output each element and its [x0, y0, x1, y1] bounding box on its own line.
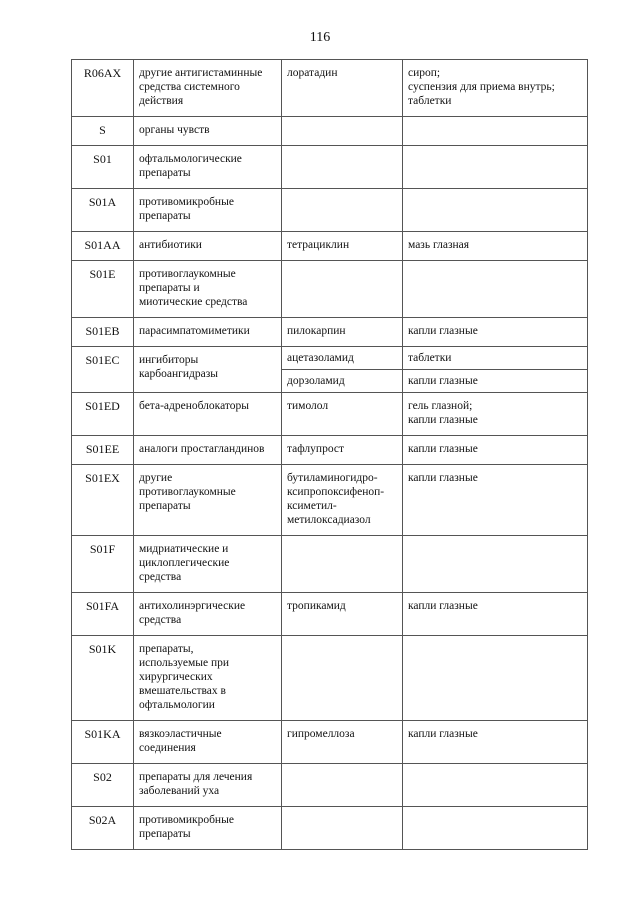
- atc-code-cell: S: [72, 117, 134, 146]
- dosage-form-cell: [403, 318, 588, 347]
- drug-name-cell-line: дорзоламид: [287, 375, 345, 387]
- group-name-cell-line: другие: [139, 472, 173, 484]
- group-name-cell-line: другие антигистаминные: [139, 67, 263, 79]
- group-name-cell-line: парасимпатомиметики: [139, 325, 250, 337]
- dosage-form-cell: [403, 232, 588, 261]
- group-name-cell: [134, 393, 282, 436]
- dosage-form-cell: [403, 764, 588, 807]
- drug-name-cell: [282, 436, 403, 465]
- dosage-form-cell: [403, 393, 588, 436]
- group-name-cell-line: заболеваний уха: [139, 785, 220, 797]
- group-name-cell-line: соединения: [139, 742, 196, 754]
- group-name-cell-line: вязкоэластичные: [139, 728, 222, 740]
- group-name-cell: [134, 60, 282, 117]
- table-row: [72, 721, 588, 764]
- atc-code-cell: S01EX: [72, 465, 134, 536]
- group-name-cell-line: противомикробные: [139, 814, 234, 826]
- dosage-form-cell-line: таблетки: [408, 95, 452, 107]
- group-name-cell: [134, 117, 282, 146]
- atc-code-cell: S02A: [72, 807, 134, 850]
- group-name-cell: [134, 636, 282, 721]
- table-row: [72, 347, 588, 370]
- group-name-cell-line: препараты для лечения: [139, 771, 253, 783]
- group-name-cell-line: противоглаукомные: [139, 268, 236, 280]
- dosage-form-cell-line: капли глазные: [408, 414, 478, 426]
- table-body: [72, 60, 588, 850]
- group-name-cell-line: офтальмологические: [139, 153, 242, 165]
- dosage-form-cell-line: капли глазные: [408, 375, 478, 387]
- group-name-cell-line: аналоги простагландинов: [139, 443, 265, 455]
- atc-code-cell: S01EE: [72, 436, 134, 465]
- group-name-cell-line: препараты: [139, 210, 191, 222]
- dosage-form-cell-line: сироп;: [408, 67, 441, 79]
- drug-name-cell-line: ксипропоксифеноп-: [287, 486, 385, 498]
- group-name-cell: [134, 436, 282, 465]
- table-row: [72, 465, 588, 536]
- dosage-form-cell: [403, 436, 588, 465]
- group-name-cell: [134, 536, 282, 593]
- drug-name-cell-line: тетрациклин: [287, 239, 350, 251]
- atc-code-cell: S02: [72, 764, 134, 807]
- drug-name-cell: [282, 764, 403, 807]
- table-row: [72, 436, 588, 465]
- group-name-cell: [134, 721, 282, 764]
- drug-name-cell: [282, 146, 403, 189]
- drug-name-cell: [282, 347, 403, 370]
- group-name-cell-line: противоглаукомные: [139, 486, 236, 498]
- drug-name-cell-line: ксиметил-: [287, 500, 337, 512]
- drug-name-cell-line: пилокарпин: [287, 325, 346, 337]
- group-name-cell-line: действия: [139, 95, 184, 107]
- drug-name-cell-line: гипромеллоза: [287, 728, 355, 740]
- drug-name-cell-line: тимолол: [287, 400, 329, 412]
- table-row: [72, 764, 588, 807]
- group-name-cell-line: антибиотики: [139, 239, 202, 251]
- dosage-form-cell: [403, 465, 588, 536]
- drug-name-cell: [282, 189, 403, 232]
- atc-code-cell: S01K: [72, 636, 134, 721]
- drug-name-cell: [282, 370, 403, 393]
- group-name-cell: [134, 764, 282, 807]
- table-row: [72, 232, 588, 261]
- drug-name-cell-line: бутиламиногидро-: [287, 472, 378, 484]
- group-name-cell: [134, 261, 282, 318]
- group-name-cell-line: органы чувств: [139, 124, 210, 136]
- group-name-cell-line: препараты,: [139, 643, 194, 655]
- table-row: [72, 393, 588, 436]
- drug-name-cell: [282, 721, 403, 764]
- group-name-cell-line: бета-адреноблокаторы: [139, 400, 249, 412]
- dosage-form-cell-line: капли глазные: [408, 728, 478, 740]
- group-name-cell-line: противомикробные: [139, 196, 234, 208]
- table-row: [72, 318, 588, 347]
- dosage-form-cell: [403, 261, 588, 318]
- dosage-form-cell-line: капли глазные: [408, 472, 478, 484]
- atc-code-cell: S01E: [72, 261, 134, 318]
- group-name-cell-line: офтальмологии: [139, 699, 215, 711]
- table-row: [72, 593, 588, 636]
- dosage-form-cell-line: капли глазные: [408, 600, 478, 612]
- group-name-cell-line: вмешательствах в: [139, 685, 226, 697]
- atc-code-cell: S01FA: [72, 593, 134, 636]
- group-name-cell: [134, 347, 282, 393]
- group-name-cell: [134, 465, 282, 536]
- group-name-cell: [134, 189, 282, 232]
- group-name-cell-line: средства системного: [139, 81, 240, 93]
- drug-name-cell-line: лоратадин: [287, 67, 338, 79]
- dosage-form-cell: [403, 593, 588, 636]
- atc-code-cell: S01EC: [72, 347, 134, 393]
- group-name-cell-line: мидриатические и: [139, 543, 229, 555]
- group-name-cell: [134, 146, 282, 189]
- group-name-cell: [134, 318, 282, 347]
- table-row: [72, 807, 588, 850]
- drug-name-cell-line: ацетазоламид: [287, 352, 354, 364]
- atc-code-cell: S01EB: [72, 318, 134, 347]
- table-row: [72, 189, 588, 232]
- drug-name-cell: [282, 807, 403, 850]
- group-name-cell: [134, 807, 282, 850]
- group-name-cell-line: средства: [139, 614, 182, 626]
- drug-name-cell: [282, 60, 403, 117]
- drug-name-cell: [282, 536, 403, 593]
- group-name-cell-line: миотические средства: [139, 296, 248, 308]
- drug-name-cell-line: тропикамид: [287, 600, 346, 612]
- group-name-cell-line: хирургических: [139, 671, 213, 683]
- atc-code-cell: S01F: [72, 536, 134, 593]
- group-name-cell-line: циклоплегические: [139, 557, 230, 569]
- dosage-form-cell: [403, 370, 588, 393]
- group-name-cell-line: ингибиторы: [139, 354, 199, 366]
- atc-code-cell: S01ED: [72, 393, 134, 436]
- table-row: [72, 117, 588, 146]
- drug-name-cell: [282, 393, 403, 436]
- table-row: [72, 60, 588, 117]
- dosage-form-cell: [403, 146, 588, 189]
- drug-name-cell: [282, 318, 403, 347]
- dosage-form-cell: [403, 721, 588, 764]
- drug-name-cell-line: тафлупрост: [287, 443, 344, 455]
- group-name-cell-line: препараты: [139, 167, 191, 179]
- dosage-form-cell: [403, 636, 588, 721]
- group-name-cell: [134, 593, 282, 636]
- dosage-form-cell: [403, 347, 588, 370]
- dosage-form-cell: [403, 60, 588, 117]
- dosage-form-cell-line: капли глазные: [408, 443, 478, 455]
- atc-code-cell: S01KA: [72, 721, 134, 764]
- dosage-form-cell: [403, 117, 588, 146]
- group-name-cell: [134, 232, 282, 261]
- group-name-cell-line: средства: [139, 571, 182, 583]
- dosage-form-cell: [403, 536, 588, 593]
- dosage-form-cell-line: капли глазные: [408, 325, 478, 337]
- dosage-form-cell-line: мазь глазная: [408, 239, 470, 251]
- table-row: [72, 636, 588, 721]
- dosage-form-cell-line: суспензия для приема внутрь;: [408, 81, 555, 93]
- table-row: [72, 536, 588, 593]
- dosage-form-cell: [403, 189, 588, 232]
- dosage-form-cell-line: таблетки: [408, 352, 452, 364]
- group-name-cell-line: карбоангидразы: [139, 368, 218, 380]
- drug-classification-table: [71, 59, 588, 850]
- atc-code-cell: S01AA: [72, 232, 134, 261]
- atc-code-cell: S01A: [72, 189, 134, 232]
- atc-code-cell: S01: [72, 146, 134, 189]
- group-name-cell-line: препараты и: [139, 282, 200, 294]
- drug-name-cell: [282, 232, 403, 261]
- table-row: [72, 261, 588, 318]
- drug-name-cell-line: метилоксадиазол: [287, 514, 371, 526]
- drug-name-cell: [282, 465, 403, 536]
- group-name-cell-line: препараты: [139, 828, 191, 840]
- group-name-cell-line: препараты: [139, 500, 191, 512]
- page-number: 116: [309, 30, 331, 45]
- atc-code-cell: R06AX: [72, 60, 134, 117]
- drug-name-cell: [282, 117, 403, 146]
- table-row: [72, 146, 588, 189]
- drug-name-cell: [282, 593, 403, 636]
- group-name-cell-line: используемые при: [139, 657, 230, 669]
- drug-name-cell: [282, 261, 403, 318]
- dosage-form-cell-line: гель глазной;: [408, 400, 473, 412]
- drug-name-cell: [282, 636, 403, 721]
- dosage-form-cell: [403, 807, 588, 850]
- group-name-cell-line: антихолинэргические: [139, 600, 246, 612]
